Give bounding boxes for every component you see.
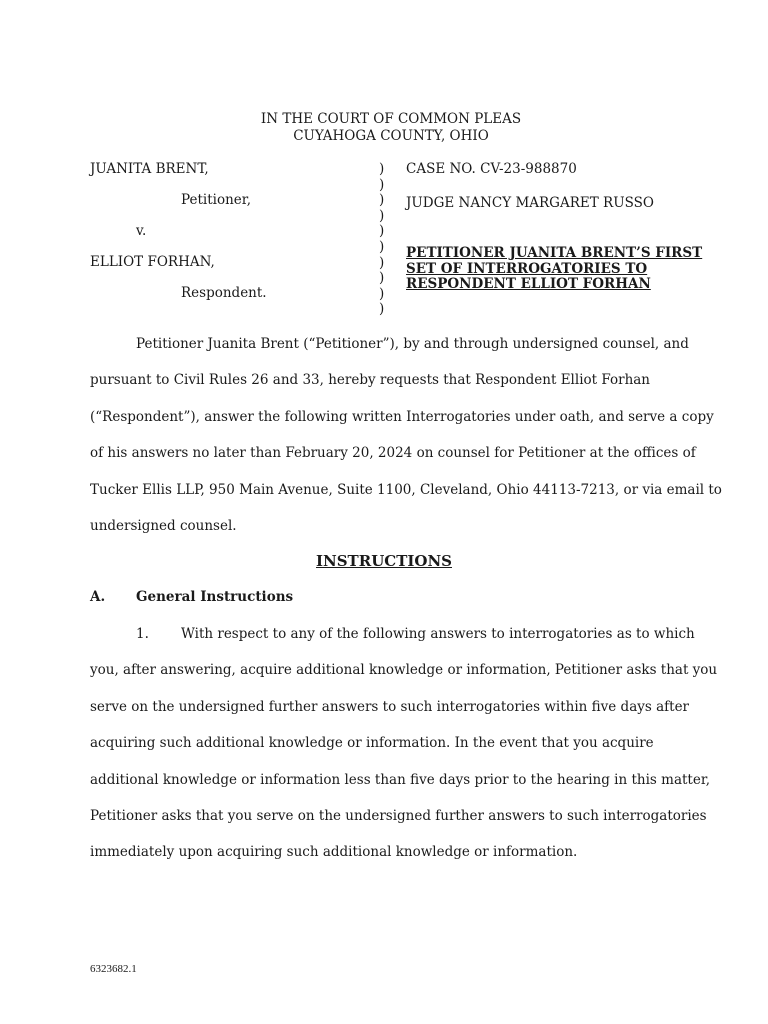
paragraph-line: (“Respondent”), answer the following written Interrogatories under oath, and serve a copy — [90, 408, 714, 425]
paragraph-line: acquiring such additional knowledge or information. In the event that you acquire — [90, 735, 654, 752]
petitioner-name: JUANITA BRENT, — [90, 161, 209, 177]
document-title-line: SET OF INTERROGATORIES TO — [406, 260, 648, 277]
paren-mark: ) — [379, 238, 385, 255]
paragraph-line: you, after answering, acquire additional knowledge or information, Petitioner asks that you — [90, 662, 718, 679]
paragraph-line: of his answers no later than February 20, 2024 on counsel for Petitioner at the offices of — [90, 445, 696, 462]
document-title-line: PETITIONER JUANITA BRENT’S FIRST — [406, 245, 703, 261]
petitioner-role: Petitioner, — [181, 192, 252, 208]
judge-name: JUDGE NANCY MARGARET RUSSO — [406, 195, 654, 211]
document-title — [406, 245, 703, 293]
paragraph-line: Petitioner asks that you serve on the undersigned further answers to such interrogatories — [90, 808, 707, 825]
paren-mark: ) — [379, 207, 385, 224]
paren-mark: ) — [379, 270, 385, 287]
court-county: CUYAHOGA COUNTY, OHIO — [293, 128, 489, 144]
versus-label: v. — [136, 223, 147, 239]
caption-divider — [379, 162, 389, 318]
item-number: 1. — [136, 626, 149, 642]
paragraph-line: additional knowledge or information less than five days prior to the hearing in this matter, — [90, 771, 711, 788]
case-number: CASE NO. CV-23-988870 — [406, 161, 577, 177]
paren-mark: ) — [379, 285, 385, 302]
paren-mark: ) — [379, 161, 385, 177]
paren-mark: ) — [379, 254, 385, 271]
court-name: IN THE COURT OF COMMON PLEAS — [260, 111, 522, 127]
instruction-item-1 — [90, 616, 718, 871]
intro-paragraph — [90, 326, 722, 544]
paragraph-line: Petitioner Juanita Brent (“Petitioner”), by and through undersigned counsel, and — [136, 336, 689, 352]
document-id: 6323682.1 — [90, 963, 137, 975]
paren-mark: ) — [379, 301, 385, 318]
paragraph-line: undersigned counsel. — [90, 518, 237, 535]
instructions-heading: INSTRUCTIONS — [316, 552, 452, 570]
paren-mark: ) — [379, 223, 385, 240]
section-title: General Instructions — [136, 589, 294, 605]
respondent-role: Respondent. — [181, 285, 267, 301]
section-letter: A. — [90, 589, 106, 605]
document-title-line: RESPONDENT ELLIOT FORHAN — [406, 276, 651, 292]
paren-mark: ) — [379, 192, 385, 209]
paragraph-line: Tucker Ellis LLP, 950 Main Avenue, Suite 1100, Cleveland, Ohio 44113-7213, or via email to — [90, 481, 722, 498]
respondent-name: ELLIOT FORHAN, — [90, 254, 215, 270]
paragraph-line: serve on the undersigned further answers to such interrogatories within five days after — [90, 698, 690, 715]
paren-mark: ) — [379, 176, 385, 193]
paragraph-line: With respect to any of the following answers to interrogatories as to which — [181, 626, 695, 642]
paragraph-line: immediately upon acquiring such additional knowledge or information. — [90, 844, 578, 861]
paragraph-line: pursuant to Civil Rules 26 and 33, hereby requests that Respondent Elliot Forhan — [90, 372, 651, 389]
